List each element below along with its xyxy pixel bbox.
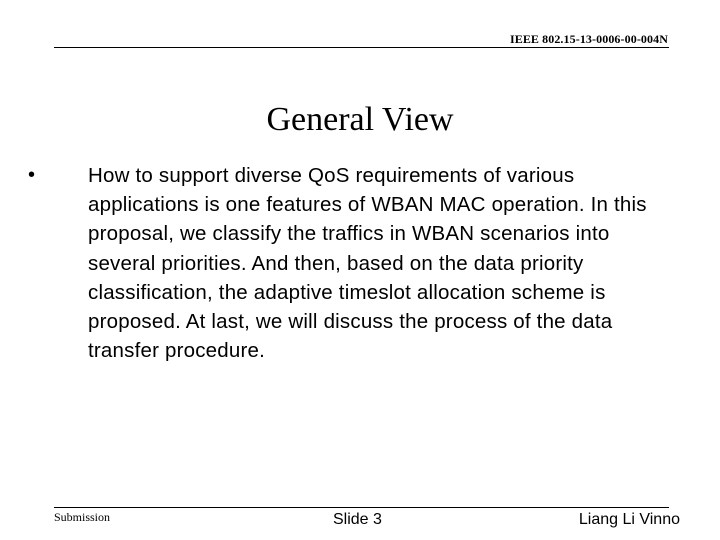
- bullet-item: [28, 161, 668, 365]
- document-id: IEEE 802.15-13-0006-00-004N: [509, 32, 668, 46]
- bullet-text: How to support diverse QoS requirements of various applications is one features of WBAN MAC operation. In this proposal, we classify the traffics in WBAN scenarios into several priorities. And then, based on the data priority classification, the adaptive timeslot allocation scheme is proposed. At last, we will discuss the process of the data transfer procedure.: [88, 164, 647, 363]
- footer-author: Liang Li Vinno: [578, 511, 680, 528]
- footer-rule: [54, 507, 669, 508]
- bullet-list: [28, 161, 668, 365]
- bullet-marker: •: [28, 164, 36, 186]
- footer-submission: Submission: [54, 510, 111, 524]
- slide-title: General View: [266, 100, 454, 138]
- header-rule: [54, 47, 669, 48]
- footer-slide-number: Slide 3: [333, 511, 382, 528]
